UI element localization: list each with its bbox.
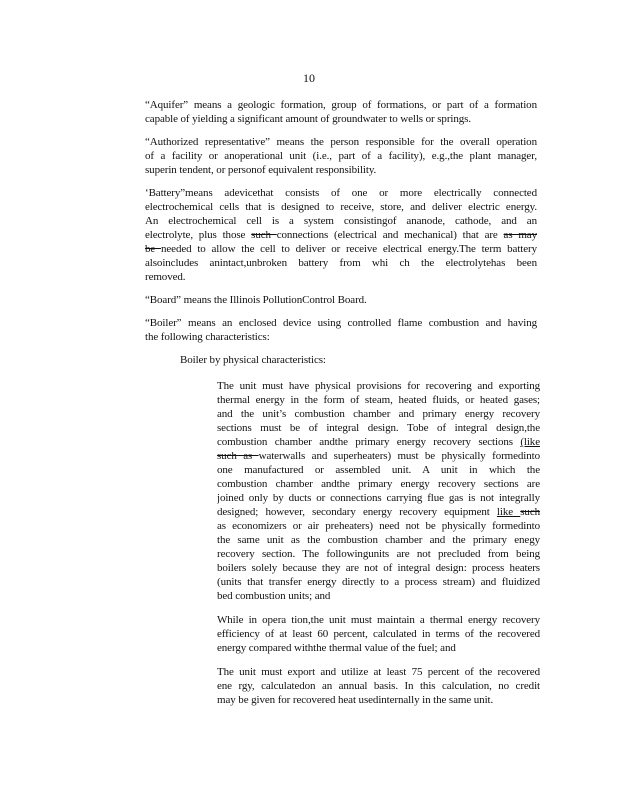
text-line: “Aquifer” means a geologic formation, group of formations, or part of a formation [145,99,537,111]
text-line: recovery section. The followingunits are not precluded from being [217,548,540,560]
definition-aquifer [145,98,537,126]
text-line [217,449,540,463]
definition-battery [145,186,537,284]
text-line: The unit must have physical provisions for recovering and exporting [217,380,540,392]
definition-authorized-representative [145,135,537,177]
struck-text: such [251,229,277,241]
document-body [0,98,618,717]
text-fragment: electrolyte, plus those [145,229,252,241]
text-line: ‘Battery”means adevicethat consists of one or more electrically connected [145,187,537,199]
text-fragment: combustion chamber andthe primary energy recovery sections [217,436,521,448]
boiler-criterion-2 [217,613,540,655]
text-fragment: connections (electrical and mechanical) that are [276,229,504,241]
text-line: “Authorized representative” means the person responsible for the overall operation [145,136,537,148]
text-line: thermal energy in the form of steam, heated fluids, or heated gases; [217,394,540,406]
text-line: may be given for recovered heat usedinternally in the same unit. [217,694,494,706]
text-line: one manufactured or assembled unit. A unit in which the [217,464,540,476]
text-line [217,435,540,449]
text-line [217,505,540,519]
text-line: combustion chamber andthe primary energy recovery sections are [217,478,540,490]
page-number: 10 [303,71,315,85]
text-line: “Board” means the Illinois PollutionControl Board. [145,294,367,306]
text-line: of a facility or anoperational unit (i.e., part of a facility), e.g.,the plant manager, [145,150,537,162]
text-line: the following characteristics: [145,331,270,343]
text-line: The unit must export and utilize at least 75 percent of the recovered [217,666,540,678]
boiler-criterion-1 [217,379,540,603]
text-line: While in opera tion,the unit must maintain a thermal energy recovery [217,614,540,626]
text-line: An electrochemical cell is a system consistingof ananode, cathode, and an [145,215,537,227]
underlined-text: like [496,506,521,518]
text-line: sections must be of integral design. Tobe of integral design,the [217,422,540,434]
underlined-text: (like [520,436,540,448]
text-line: Boiler by physical characteristics: [180,354,326,366]
text-line: efficiency of at least 60 percent, calculated in terms of the recovered [217,628,540,640]
text-line: electrochemical cells that is designed to receive, store, and deliver electric energy. [145,201,537,213]
struck-text: such as [217,450,259,462]
text-line: energy compared withthe thermal value of the fuel; and [217,642,456,654]
text-line: removed. [145,271,186,283]
text-line: capable of yielding a significant amount of groundwater to wells or springs. [145,113,471,125]
text-fragment: designed; however, secondary energy recovery equipment [217,506,497,518]
text-fragment: needed to allow the cell to deliver or receive electrical energy.The term battery [160,243,537,255]
boiler-subheading [180,353,618,367]
definition-boiler [145,316,537,344]
text-line [145,228,537,242]
text-line [145,242,537,256]
text-line: the same unit as the combustion chamber and the primary enegy [217,534,540,546]
text-line: superin tendent, or personof equivalent responsibility. [145,164,377,176]
struck-text: as may [503,229,537,241]
definition-board [145,293,537,307]
struck-text: such [520,506,540,518]
text-line: boilers solely because they are not of integral design: process heaters [217,562,540,574]
boiler-criterion-3 [217,665,540,707]
text-fragment: waterwalls and superheaters) must be physically formedinto [258,450,540,462]
struck-text: be [145,243,161,255]
text-line: (units that transfer energy directly to a process stream) and fluidized [217,576,540,588]
text-line: and the unit’s combustion chamber and primary energy recovery [217,408,540,420]
text-line: ene rgy, calculatedon an annual basis. In this calculation, no credit [217,680,540,692]
text-line: alsoincludes anintact,unbroken battery from whi ch the electrolytehas been [145,257,537,269]
text-line: bed combustion units; and [217,590,331,602]
text-line: joined only by ducts or connections carrying flue gas is not integrally [217,492,540,504]
text-line: as economizers or air preheaters) need not be physically formedinto [217,520,540,532]
text-line: “Boiler” means an enclosed device using controlled flame combustion and having [145,317,537,329]
